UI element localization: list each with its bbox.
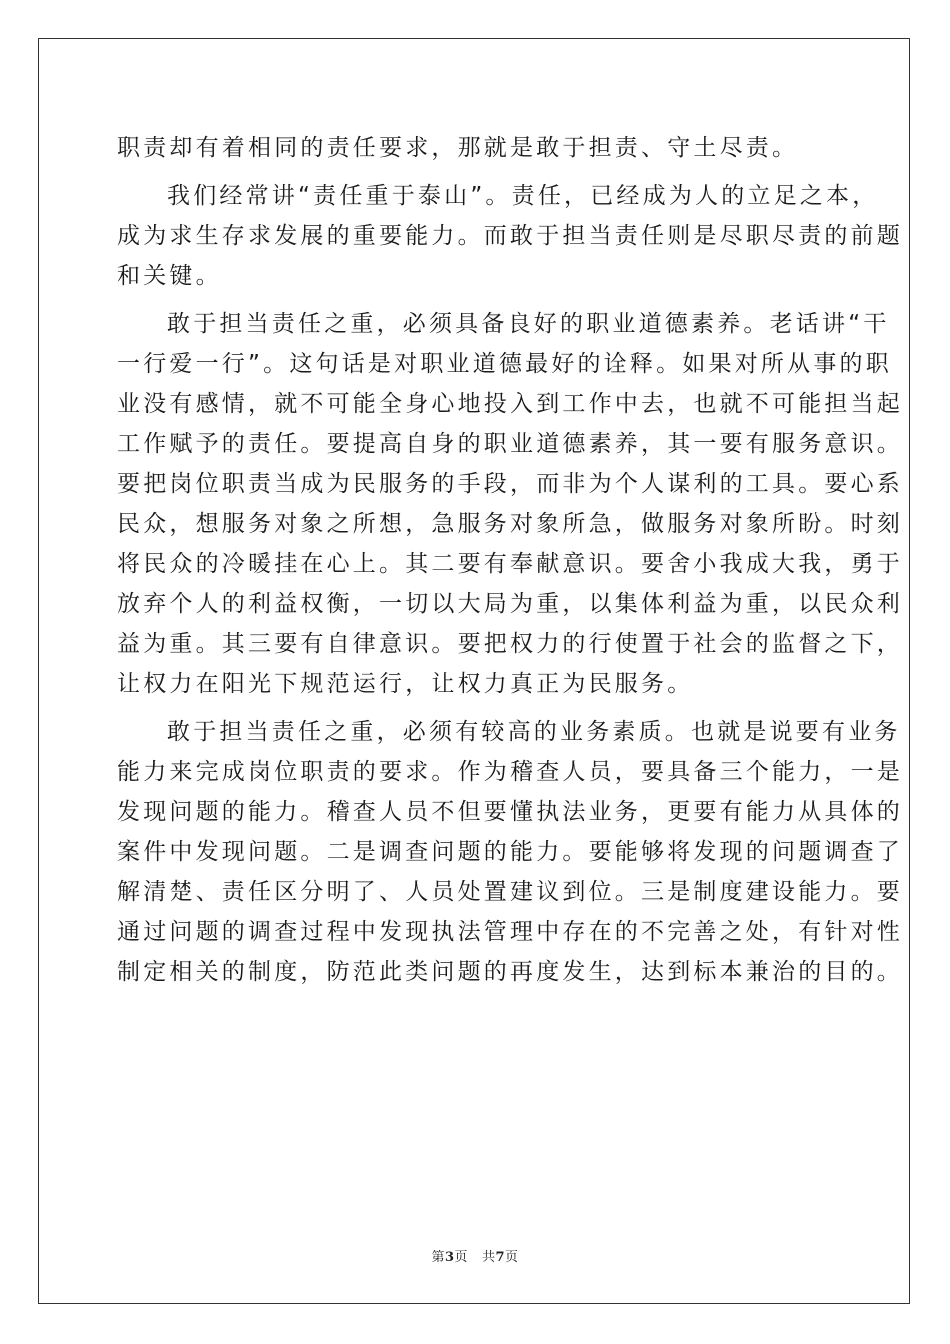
text-line: 工作赋予的责任。要提高自身的职业道德素养，其一要有服务意识。: [117, 431, 903, 457]
text-line: 敢于担当责任之重，必须具备良好的职业道德素养。老话讲“干: [167, 311, 890, 337]
text-line: 业没有感情，就不可能全身心地投入到工作中去，也就不可能担当起: [117, 391, 903, 417]
text-line: 制定相关的制度，防范此类问题的再度发生，达到标本兼治的目的。: [117, 959, 903, 985]
text-line: 敢于担当责任之重，必须有较高的业务素质。也就是说要有业务: [167, 719, 901, 745]
footer-total-suffix: 页: [505, 1250, 519, 1265]
footer-total-prefix: 共: [481, 1250, 496, 1265]
text-line: 和关键。: [117, 263, 222, 289]
text-line: 我们经常讲“责任重于泰山”。责任，已经成为人的立足之本，: [167, 183, 879, 209]
text-line: 让权力在阳光下规范运行，让权力真正为民服务。: [117, 671, 694, 697]
document-body: [117, 128, 903, 1000]
text-line: 发现问题的能力。稽查人员不但要懂执法业务，更要有能力从具体的: [117, 799, 903, 825]
paragraph-2: [117, 176, 903, 296]
text-line: 职责却有着相同的责任要求，那就是敢于担责、守土尽责。: [117, 135, 799, 161]
text-line: 解清楚、责任区分明了、人员处置建议到位。三是制度建设能力。要: [117, 879, 903, 905]
paragraph-4: [117, 712, 903, 992]
text-line: 通过问题的调查过程中发现执法管理中存在的不完善之处，有针对性: [117, 919, 903, 945]
page-footer: [0, 1246, 950, 1265]
text-line: 民众，想服务对象之所想，急服务对象所急，做服务对象所盼。时刻: [117, 511, 903, 537]
footer-total-pages: 7: [495, 1250, 506, 1265]
text-line: 能力来完成岗位职责的要求。作为稽查人员，要具备三个能力，一是: [117, 759, 903, 785]
text-line: 一行爱一行”。这句话是对职业道德最好的诠释。如果对所从事的职: [117, 351, 892, 377]
text-line: 放弃个人的利益权衡，一切以大局为重，以集体利益为重，以民众利: [117, 591, 903, 617]
text-line: 案件中发现问题。二是调查问题的能力。要能够将发现的问题调查了: [117, 839, 903, 865]
paragraph-1: [117, 128, 833, 168]
text-line: 益为重。其三要有自律意识。要把权力的行使置于社会的监督之下，: [117, 631, 903, 657]
text-line: 要把岗位职责当成为民服务的手段，而非为个人谋利的工具。要心系: [117, 471, 903, 497]
paragraph-3: [117, 304, 903, 704]
text-line: 将民众的冷暖挂在心上。其二要有奉献意识。要舍小我成大我，勇于: [117, 551, 903, 577]
text-line: 成为求生存求发展的重要能力。而敢于担当责任则是尽职尽责的前题: [117, 223, 903, 249]
footer-page-number: 3: [444, 1250, 455, 1265]
footer-page-suffix: 页: [454, 1250, 469, 1265]
footer-prefix: 第: [431, 1250, 445, 1265]
